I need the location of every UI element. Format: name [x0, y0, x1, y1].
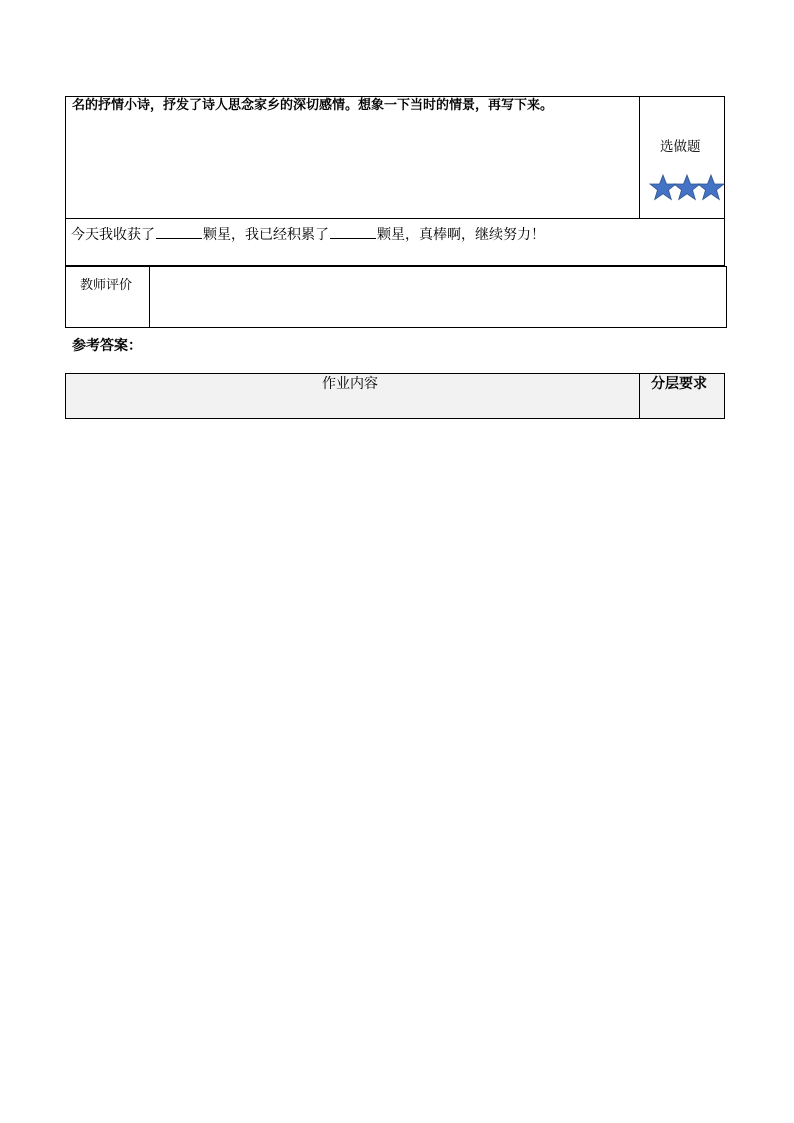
- teacher-eval-label: 教师评价: [80, 278, 133, 293]
- summary-part-3: 颗星，真棒啊，继续努力！: [377, 227, 545, 243]
- teacher-eval-field[interactable]: [151, 268, 725, 326]
- answer-heading: 参考答案：: [72, 338, 142, 354]
- header-col-level: 分层要求: [651, 376, 707, 392]
- summary-part-1: 今天我收获了: [71, 227, 155, 243]
- header-table: [65, 373, 725, 419]
- header-col-content: 作业内容: [322, 376, 378, 392]
- level-label: 选做题: [660, 139, 701, 155]
- summary-part-2: 颗星，我已经积累了: [203, 227, 329, 243]
- question-text: 名的抒情小诗，抒发了诗人思念家乡的深切感情。想象一下当时的情景，再写下来。: [72, 98, 554, 113]
